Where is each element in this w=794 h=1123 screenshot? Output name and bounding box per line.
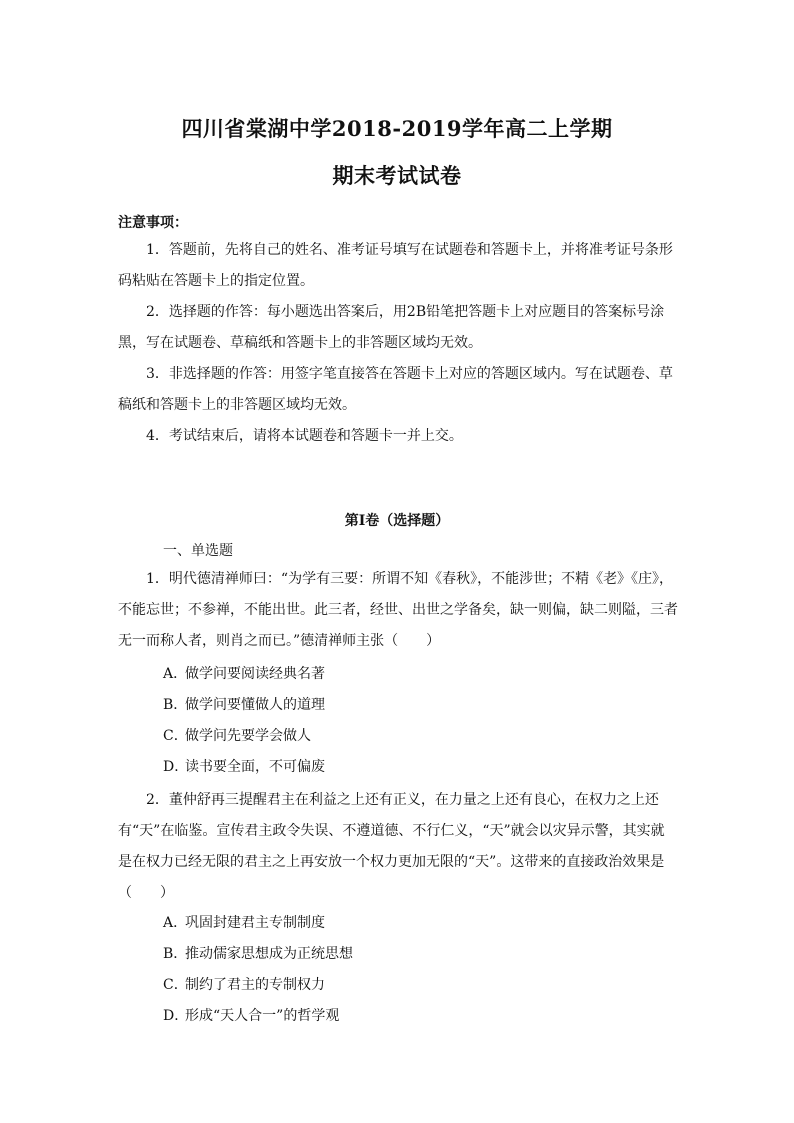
notice-item-1-text: 1．答题前，先将自己的姓名、准考证号填写在试题卷和答题卡上，并将准考证号条形码粘贴在答题卡上的指定位置。 [118,242,673,289]
exam-title-line2: 期末考试试卷 [332,163,462,188]
option-text: 形成“天人合一”的哲学观 [185,1008,340,1024]
notice-item-2 [118,297,678,359]
option-key: C． [163,977,188,993]
question-2-stem-text: 2．董仲舒再三提醒君主在利益之上还有正义，在力量之上还有良心，在权力之上还有“天”在临鉴。宣传君主政令失误、不遵道德、不行仁义，“天”就会以灾异示警，其实就是在权力已经无限的君主之上再安放一个权力更加无限的“天”。这带来的直接政治效果是（ ） [118,792,665,901]
question-1-stem-text: 1．明代德清禅师曰：“为学有三要：所谓不知《春秋》，不能涉世；不精《老》《庄》，不能忘世；不参禅，不能出世。此三者，经世、出世之学备矣，缺一则偏，缺二则隘，三者无一而称人者，则肖之而已。”德清禅师主张（ ） [118,571,678,649]
question-1-stem [118,564,678,657]
question-2-option-a [163,913,325,933]
question-2-stem [118,785,678,909]
section-subhead: 一、单选题 [163,543,233,559]
question-2-option-b [163,944,353,964]
notice-item-3 [118,359,678,421]
option-key: A． [163,666,188,682]
notice-item-2-text: 2．选择题的作答：每小题选出答案后，用2B铅笔把答题卡上对应题目的答案标号涂黑，写在试题卷、草稿纸和答题卡上的非答题区域均无效。 [118,304,665,351]
notice-item-3-text: 3．非选择题的作答：用签字笔直接答在答题卡上对应的答题区域内。写在试题卷、草稿纸和答题卡上的非答题区域均无效。 [118,366,673,413]
option-text: 巩固封建君主专制制度 [185,915,325,931]
option-text: 制约了君主的专制权力 [185,977,325,993]
option-key: C． [163,728,188,744]
notice-item-1 [118,235,678,297]
notice-item-4 [118,421,678,452]
option-key: D． [163,759,189,775]
notice-item-4-text: 4．考试结束后，请将本试题卷和答题卡一并上交。 [146,428,463,444]
question-2-option-c [163,975,325,995]
notice-label: 注意事项： [118,215,188,231]
question-2-option-d [163,1006,339,1026]
option-text: 读书要全面，不可偏废 [185,759,325,775]
section-title: 第I卷（选择题） [344,513,450,529]
option-text: 做学问要懂做人的道理 [185,697,325,713]
exam-title-line1: 四川省棠湖中学2018-2019学年高二上学期 [181,116,613,141]
question-1-option-d [163,757,325,777]
option-key: D． [163,1008,189,1024]
question-1-option-b [163,695,325,715]
option-key: B． [163,946,188,962]
option-key: A． [163,915,188,931]
option-text: 做学问先要学会做人 [185,728,311,744]
option-text: 做学问要阅读经典名著 [185,666,325,682]
question-1-option-a [163,664,325,684]
question-1-option-c [163,726,311,746]
option-key: B． [163,697,188,713]
option-text: 推动儒家思想成为正统思想 [185,946,353,962]
